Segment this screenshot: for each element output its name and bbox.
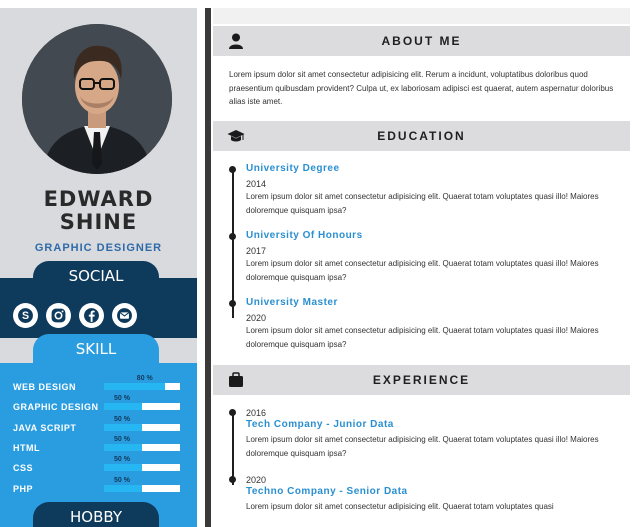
education-title: EDUCATION <box>377 129 466 143</box>
about-header <box>213 26 630 56</box>
skill-name: GRAPHIC DESIGN <box>13 402 99 413</box>
education-year: 2014 <box>246 179 267 189</box>
skill-row <box>0 435 197 458</box>
about-title: ABOUT ME <box>381 34 462 48</box>
timeline-dot <box>229 233 236 240</box>
timeline-dot <box>229 476 236 483</box>
skill-bar <box>104 375 180 390</box>
social-heading: SOCIAL <box>33 261 159 293</box>
first-name: EDWARD <box>43 187 154 211</box>
experience-year: 2020 <box>246 475 267 485</box>
skill-heading: SKILL <box>33 334 159 366</box>
skill-bar-fill <box>104 485 142 492</box>
skype-icon[interactable] <box>13 303 38 328</box>
skill-percent: 80 % <box>136 375 153 382</box>
skill-percent: 50 % <box>114 435 130 443</box>
education-degree: University Of Honours <box>246 230 363 241</box>
sidebar <box>0 8 197 527</box>
experience-year: 2016 <box>246 408 267 418</box>
education-year: 2020 <box>246 313 267 323</box>
skill-bar-fill <box>104 383 165 390</box>
divider-rule <box>205 8 211 527</box>
skill-name: WEB DESIGN <box>13 382 77 392</box>
hobby-heading: HOBBY <box>33 502 159 527</box>
education-timeline <box>232 168 234 318</box>
social-links <box>13 303 143 329</box>
skill-row <box>0 377 197 397</box>
experience-header <box>213 365 630 395</box>
svg-text:S: S <box>21 310 30 323</box>
education-degree: University Master <box>246 297 338 308</box>
skill-name: CSS <box>13 463 34 474</box>
skill-percent: 50 % <box>114 456 130 464</box>
job-title: GRAPHIC DESIGNER <box>34 242 163 254</box>
skill-row <box>0 476 197 499</box>
experience-title: EXPERIENCE <box>372 373 471 387</box>
skill-percent: 50 % <box>114 395 130 403</box>
education-degree: University Degree <box>246 163 340 174</box>
skill-name: PHP <box>13 483 34 494</box>
experience-timeline <box>232 410 234 485</box>
skill-row <box>0 458 197 478</box>
skill-bar <box>104 435 180 451</box>
skill-bar-fill <box>104 403 142 410</box>
skill-bar <box>104 476 180 492</box>
skill-row <box>0 397 197 417</box>
email-icon[interactable] <box>112 303 137 328</box>
experience-description: Lorem ipsum dolor sit amet consectetur adipisicing elit. Quaerat totam voluptates quasi <box>246 502 554 511</box>
education-year: 2017 <box>246 246 267 256</box>
experience-role: Tech Company - Junior Data <box>246 419 394 430</box>
experience-role: Techno Company - Senior Data <box>246 486 408 497</box>
about-text: Lorem ipsum dolor sit amet consectetur adipisicing elit. Rerum a incidunt, voluptatibus doloribus quod praesentium quibusdam provident? Culpa ut, ex laboriosam adipisci est quaerat, autem aspernatur doloribus alias iste amet. <box>229 70 614 106</box>
skill-name: HTML <box>13 442 40 453</box>
timeline-dot <box>229 409 236 416</box>
experience-description: Lorem ipsum dolor sit amet consectetur adipisicing elit. Quaerat totam voluptates quasi illo! Maiores doloremque quisquam ipsa? <box>246 435 599 458</box>
skill-bar-fill <box>104 464 142 471</box>
profile-photo <box>22 24 172 174</box>
skill-row <box>0 415 197 438</box>
education-header <box>213 121 630 151</box>
skill-percent: 50 % <box>114 415 130 423</box>
skill-bar <box>104 395 180 410</box>
skill-bar-fill <box>104 424 142 431</box>
skill-bar <box>104 456 180 471</box>
instagram-icon[interactable] <box>46 303 71 328</box>
education-description: Lorem ipsum dolor sit amet consectetur adipisicing elit. Quaerat totam voluptates quasi illo! Maiores doloremque quisquam ipsa? <box>246 259 599 282</box>
skill-percent: 50 % <box>114 476 130 484</box>
education-description: Lorem ipsum dolor sit amet consectetur adipisicing elit. Quaerat totam voluptates quasi illo! Maiores doloremque quisquam ipsa? <box>246 192 599 215</box>
skill-name: JAVA SCRIPT <box>13 422 77 433</box>
facebook-icon[interactable] <box>79 303 104 328</box>
skill-bar <box>104 415 180 431</box>
timeline-dot <box>229 300 236 307</box>
top-strip <box>213 8 630 24</box>
skill-bar-fill <box>104 444 142 451</box>
last-name: SHINE <box>59 210 138 234</box>
timeline-dot <box>229 166 236 173</box>
education-description: Lorem ipsum dolor sit amet consectetur adipisicing elit. Quaerat totam voluptates quasi illo! Maiores doloremque quisquam ipsa? <box>246 326 599 349</box>
